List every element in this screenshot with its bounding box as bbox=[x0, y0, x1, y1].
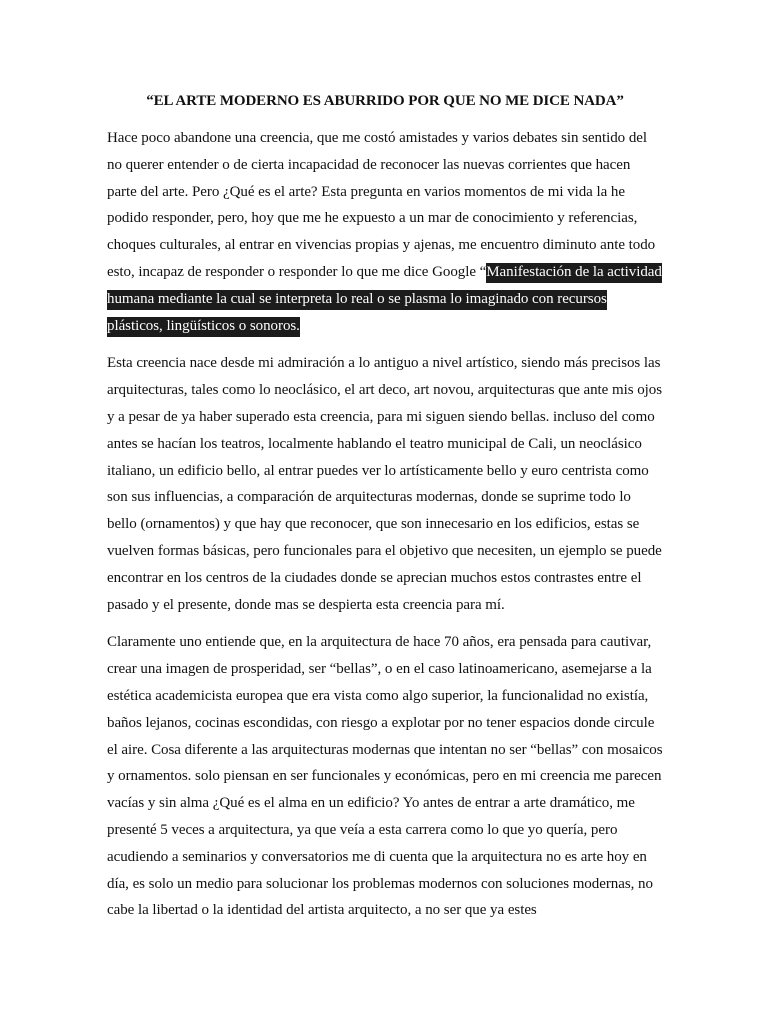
highlighted-definition: Manifestación de la actividad humana mediante la cual se interpreta lo real o se plasma lo imaginado con recursos plásticos, lingüísticos o sonoros. bbox=[107, 263, 662, 337]
paragraph-2-text: Esta creencia nace desde mi admiración a lo antiguo a nivel artístico, siendo más precisos las arquitecturas, tales como lo neoclásico, el art deco, art novou, arquitecturas que ante mis ojos y a pesar de ya haber superado esta creencia, para mi siguen siendo bellas. incluso del como antes se hacían los teatros, localmente hablando el teatro municipal de Cali, un neoclásico italiano, un edificio bello, al entrar puedes ver lo artísticamente bello y euro centrista como son sus influencias, a comparación de arquitecturas modernas, donde se suprime todo lo bello (ornamentos) y que hay que reconocer, que son innecesario en los edificios, estas se vuelven formas básicas, pero funcionales para el objetivo que necesiten, un ejemplo se puede encontrar en los centros de la ciudades donde se aprecian muchos estos contrastes entre el pasado y el presente, donde mas se despierta esta creencia para mí. bbox=[107, 355, 663, 613]
paragraph-3 bbox=[107, 629, 663, 924]
paragraph-2 bbox=[107, 350, 663, 618]
paragraph-1 bbox=[107, 125, 663, 339]
paragraph-3-text: Claramente uno entiende que, en la arquitectura de hace 70 años, era pensada para cautivar, crear una imagen de prosperidad, ser “bellas”, o en el caso latinoamericano, asemejarse a la estética academicista europea que era vista como algo superior, la funcionalidad no existía, baños lejanos, cocinas escondidas, con riesgo a explotar por no tener espacios donde circule el aire. Cosa diferente a las arquitecturas modernas que intentan no ser “bellas” con mosaicos y ornamentos. solo piensan en ser funcionales y económicas, pero en mi creencia me parecen vacías y sin alma ¿Qué es el alma en un edificio? Yo antes de entrar a arte dramático, me presenté 5 veces a arquitectura, ya que veía a esta carrera como lo que yo quería, pero acudiendo a seminarios y conversatorios me di cuenta que la arquitectura no es arte hoy en día, es solo un medio para solucionar los problemas modernos con soluciones modernas, no cabe la libertad o la identidad del artista arquitecto, a no ser que ya estes bbox=[107, 634, 663, 919]
paragraph-1-text: Hace poco abandone una creencia, que me costó amistades y varios debates sin sentido del no querer entender o de cierta incapacidad de reconocer las nuevas corrientes que hacen parte del arte. Pero ¿Qué es el arte? Esta pregunta en varios momentos de mi vida la he podido responder, pero, hoy que me he expuesto a un mar de conocimiento y referencias, choques culturales, al entrar en vivencias propias y ajenas, me encuentro diminuto ante todo esto, incapaz de responder o responder lo que me dice Google “ bbox=[107, 130, 656, 280]
document-page bbox=[107, 88, 663, 935]
document-title: “EL ARTE MODERNO ES ABURRIDO POR QUE NO ME DICE NADA” bbox=[146, 93, 624, 109]
